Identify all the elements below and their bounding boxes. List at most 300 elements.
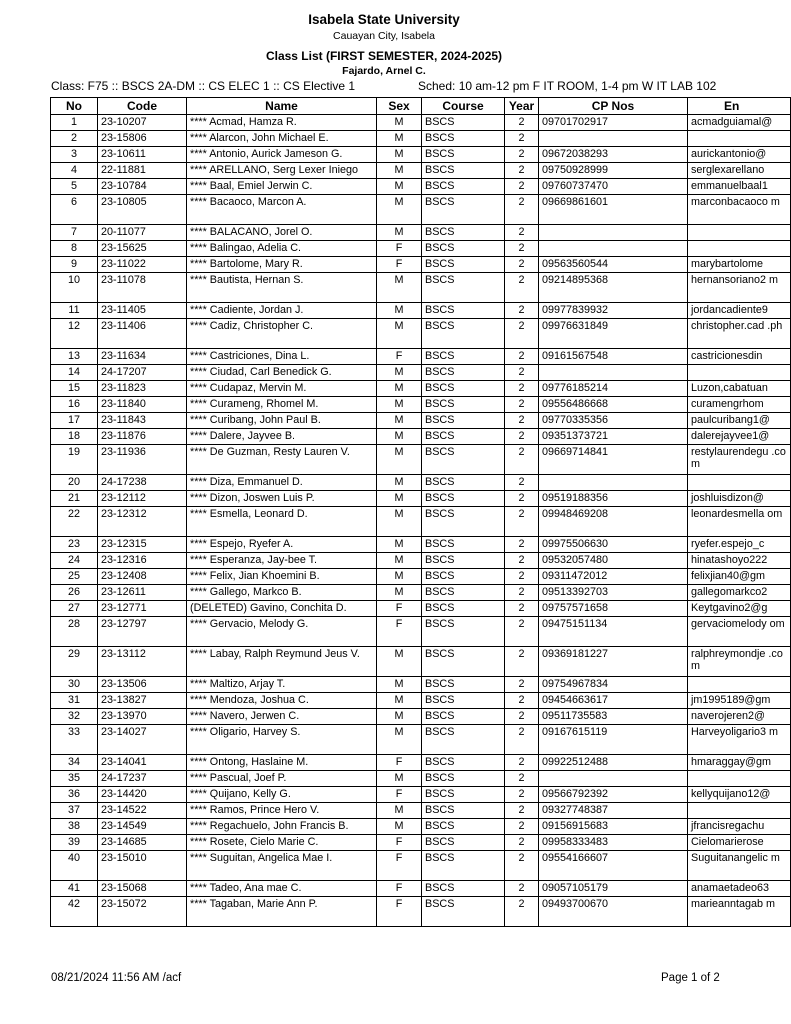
cell-email: Luzon,cabatuan	[688, 381, 791, 397]
cell-email: Harveyoligario3 m	[688, 725, 791, 755]
cell-code: 23-13112	[98, 647, 187, 677]
cell-code: 23-14027	[98, 725, 187, 755]
table-row	[51, 115, 791, 131]
cell-code: 23-13827	[98, 693, 187, 709]
cell-year: 2	[505, 413, 539, 429]
cell-email: hmaraggay@gm	[688, 755, 791, 771]
cell-sex: F	[377, 881, 422, 897]
cell-no: 5	[51, 179, 98, 195]
cell-no: 40	[51, 851, 98, 881]
cell-no: 15	[51, 381, 98, 397]
cell-sex: M	[377, 319, 422, 349]
cell-sex: M	[377, 225, 422, 241]
cell-year: 2	[505, 319, 539, 349]
cell-year: 2	[505, 381, 539, 397]
cell-name: **** Dalere, Jayvee B.	[187, 429, 377, 445]
cell-code: 23-13970	[98, 709, 187, 725]
cell-code: 23-10805	[98, 195, 187, 225]
cell-name: **** Bautista, Hernan S.	[187, 273, 377, 303]
cell-code: 23-15806	[98, 131, 187, 147]
cell-year: 2	[505, 179, 539, 195]
cell-course: BSCS	[422, 365, 505, 381]
cell-course: BSCS	[422, 413, 505, 429]
cell-code: 23-12112	[98, 491, 187, 507]
cell-course: BSCS	[422, 381, 505, 397]
cell-course: BSCS	[422, 163, 505, 179]
cell-code: 23-12611	[98, 585, 187, 601]
table-row	[51, 601, 791, 617]
cell-name: **** Bacaoco, Marcon A.	[187, 195, 377, 225]
cell-name: **** Tadeo, Ana mae C.	[187, 881, 377, 897]
cell-email: marybartolome	[688, 257, 791, 273]
cell-course: BSCS	[422, 349, 505, 365]
table-row	[51, 585, 791, 601]
cell-no: 28	[51, 617, 98, 647]
cell-cp-nos: 09760737470	[539, 179, 688, 195]
table-row	[51, 365, 791, 381]
cell-year: 2	[505, 771, 539, 787]
cell-cp-nos: 09511735583	[539, 709, 688, 725]
cell-code: 23-11022	[98, 257, 187, 273]
cell-course: BSCS	[422, 147, 505, 163]
cell-course: BSCS	[422, 725, 505, 755]
cell-cp-nos: 09311472012	[539, 569, 688, 585]
table-row	[51, 257, 791, 273]
cell-cp-nos: 09976631849	[539, 319, 688, 349]
cell-sex: M	[377, 195, 422, 225]
cell-year: 2	[505, 601, 539, 617]
cell-cp-nos: 09922512488	[539, 755, 688, 771]
cell-email	[688, 771, 791, 787]
cell-name: **** De Guzman, Resty Lauren V.	[187, 445, 377, 475]
cell-course: BSCS	[422, 319, 505, 349]
table-row	[51, 195, 791, 225]
cell-cp-nos: 09351373721	[539, 429, 688, 445]
cell-email: paulcuribang1@	[688, 413, 791, 429]
cell-year: 2	[505, 273, 539, 303]
column-header-email: En	[688, 98, 791, 115]
cell-sex: M	[377, 491, 422, 507]
cell-course: BSCS	[422, 115, 505, 131]
cell-course: BSCS	[422, 475, 505, 491]
class-list-table	[50, 97, 791, 927]
cell-name: **** Tagaban, Marie Ann P.	[187, 897, 377, 927]
cell-code: 24-17238	[98, 475, 187, 491]
cell-name: **** Regachuelo, John Francis B.	[187, 819, 377, 835]
table-row	[51, 225, 791, 241]
table-row	[51, 491, 791, 507]
cell-cp-nos	[539, 131, 688, 147]
table-row	[51, 537, 791, 553]
cell-cp-nos: 09532057480	[539, 553, 688, 569]
column-header-course: Course	[422, 98, 505, 115]
cell-year: 2	[505, 709, 539, 725]
cell-year: 2	[505, 475, 539, 491]
cell-course: BSCS	[422, 553, 505, 569]
cell-sex: M	[377, 273, 422, 303]
cell-cp-nos: 09161567548	[539, 349, 688, 365]
cell-email: felixjian40@gm	[688, 569, 791, 585]
cell-course: BSCS	[422, 787, 505, 803]
cell-code: 22-11881	[98, 163, 187, 179]
cell-email: acmadguiamal@	[688, 115, 791, 131]
cell-cp-nos: 09493700670	[539, 897, 688, 927]
cell-no: 20	[51, 475, 98, 491]
cell-email	[688, 365, 791, 381]
cell-sex: M	[377, 475, 422, 491]
cell-sex: F	[377, 897, 422, 927]
instructor-name: Fajardo, Arnel C.	[342, 65, 426, 77]
cell-code: 24-17237	[98, 771, 187, 787]
cell-no: 39	[51, 835, 98, 851]
cell-name: **** Espejo, Ryefer A.	[187, 537, 377, 553]
cell-sex: M	[377, 569, 422, 585]
cell-email: ryefer.espejo_c	[688, 537, 791, 553]
cell-code: 24-17207	[98, 365, 187, 381]
table-row	[51, 429, 791, 445]
cell-course: BSCS	[422, 835, 505, 851]
cell-email: leonardesmella om	[688, 507, 791, 537]
cell-no: 25	[51, 569, 98, 585]
cell-code: 23-11405	[98, 303, 187, 319]
cell-no: 12	[51, 319, 98, 349]
cell-sex: M	[377, 819, 422, 835]
cell-sex: M	[377, 365, 422, 381]
cell-email	[688, 225, 791, 241]
cell-code: 23-11406	[98, 319, 187, 349]
cell-no: 42	[51, 897, 98, 927]
cell-no: 23	[51, 537, 98, 553]
cell-cp-nos: 09948469208	[539, 507, 688, 537]
cell-cp-nos	[539, 225, 688, 241]
cell-cp-nos: 09754967834	[539, 677, 688, 693]
cell-code: 23-12797	[98, 617, 187, 647]
column-header-code: Code	[98, 98, 187, 115]
cell-course: BSCS	[422, 225, 505, 241]
table-row	[51, 835, 791, 851]
cell-no: 9	[51, 257, 98, 273]
cell-cp-nos: 09757571658	[539, 601, 688, 617]
cell-sex: F	[377, 851, 422, 881]
cell-name: **** Esmella, Leonard D.	[187, 507, 377, 537]
cell-sex: M	[377, 413, 422, 429]
cell-code: 23-11840	[98, 397, 187, 413]
cell-cp-nos: 09519188356	[539, 491, 688, 507]
cell-email: anamaetadeo63	[688, 881, 791, 897]
cell-email: Keytgavino2@g	[688, 601, 791, 617]
cell-no: 7	[51, 225, 98, 241]
cell-code: 20-11077	[98, 225, 187, 241]
cell-name: **** Mendoza, Joshua C.	[187, 693, 377, 709]
cell-sex: F	[377, 601, 422, 617]
cell-sex: M	[377, 677, 422, 693]
cell-code: 23-14685	[98, 835, 187, 851]
cell-name: **** Diza, Emmanuel D.	[187, 475, 377, 491]
cell-name: **** Curibang, John Paul B.	[187, 413, 377, 429]
cell-year: 2	[505, 585, 539, 601]
cell-year: 2	[505, 225, 539, 241]
cell-sex: F	[377, 835, 422, 851]
cell-name: **** Ramos, Prince Hero V.	[187, 803, 377, 819]
cell-cp-nos: 09750928999	[539, 163, 688, 179]
table-row	[51, 413, 791, 429]
cell-code: 23-14041	[98, 755, 187, 771]
cell-name: **** Bartolome, Mary R.	[187, 257, 377, 273]
table-row	[51, 147, 791, 163]
column-header-name: Name	[187, 98, 377, 115]
cell-name: **** Curameng, Rhomel M.	[187, 397, 377, 413]
cell-name: **** Dizon, Joswen Luis P.	[187, 491, 377, 507]
cell-cp-nos: 09156915683	[539, 819, 688, 835]
cell-email: dalerejayvee1@	[688, 429, 791, 445]
cell-cp-nos: 09669714841	[539, 445, 688, 475]
cell-email: hinatashoyo222	[688, 553, 791, 569]
cell-sex: M	[377, 131, 422, 147]
cell-no: 1	[51, 115, 98, 131]
cell-no: 8	[51, 241, 98, 257]
cell-course: BSCS	[422, 677, 505, 693]
cell-code: 23-15625	[98, 241, 187, 257]
table-row	[51, 851, 791, 881]
cell-code: 23-14522	[98, 803, 187, 819]
cell-sex: M	[377, 179, 422, 195]
cell-year: 2	[505, 693, 539, 709]
cell-name: **** Acmad, Hamza R.	[187, 115, 377, 131]
table-row	[51, 897, 791, 927]
cell-name: **** Alarcon, John Michael E.	[187, 131, 377, 147]
cell-name: **** Maltizo, Arjay T.	[187, 677, 377, 693]
cell-no: 17	[51, 413, 98, 429]
column-header-sex: Sex	[377, 98, 422, 115]
cell-cp-nos	[539, 475, 688, 491]
cell-email: kellyquijano12@	[688, 787, 791, 803]
table-row	[51, 273, 791, 303]
cell-email: marieanntagab m	[688, 897, 791, 927]
cell-email	[688, 241, 791, 257]
cell-course: BSCS	[422, 819, 505, 835]
table-row	[51, 617, 791, 647]
cell-course: BSCS	[422, 445, 505, 475]
cell-course: BSCS	[422, 131, 505, 147]
cell-no: 27	[51, 601, 98, 617]
cell-code: 23-15010	[98, 851, 187, 881]
cell-year: 2	[505, 569, 539, 585]
cell-year: 2	[505, 647, 539, 677]
cell-email: gervaciomelody om	[688, 617, 791, 647]
university-name: Isabela State University	[308, 12, 460, 27]
cell-course: BSCS	[422, 897, 505, 927]
cell-code: 23-11876	[98, 429, 187, 445]
cell-cp-nos: 09975506630	[539, 537, 688, 553]
cell-course: BSCS	[422, 273, 505, 303]
cell-course: BSCS	[422, 709, 505, 725]
cell-sex: M	[377, 725, 422, 755]
cell-no: 41	[51, 881, 98, 897]
cell-cp-nos: 09475151134	[539, 617, 688, 647]
city-name: Cauayan City, Isabela	[333, 30, 435, 42]
cell-cp-nos: 09554166607	[539, 851, 688, 881]
cell-code: 23-10784	[98, 179, 187, 195]
cell-year: 2	[505, 553, 539, 569]
cell-email: hernansoriano2 m	[688, 273, 791, 303]
cell-cp-nos	[539, 365, 688, 381]
cell-no: 36	[51, 787, 98, 803]
cell-email: curamengrhom	[688, 397, 791, 413]
table-row	[51, 319, 791, 349]
cell-year: 2	[505, 445, 539, 475]
cell-sex: M	[377, 429, 422, 445]
cell-course: BSCS	[422, 303, 505, 319]
cell-no: 19	[51, 445, 98, 475]
cell-no: 6	[51, 195, 98, 225]
cell-course: BSCS	[422, 803, 505, 819]
cell-code: 23-14420	[98, 787, 187, 803]
table-row	[51, 677, 791, 693]
cell-course: BSCS	[422, 569, 505, 585]
cell-cp-nos: 09167615119	[539, 725, 688, 755]
cell-year: 2	[505, 303, 539, 319]
cell-no: 21	[51, 491, 98, 507]
cell-no: 30	[51, 677, 98, 693]
cell-code: 23-12316	[98, 553, 187, 569]
cell-email: marconbacaoco m	[688, 195, 791, 225]
cell-name: **** ARELLANO, Serg Lexer Iniego	[187, 163, 377, 179]
cell-code: 23-12315	[98, 537, 187, 553]
cell-name: **** Ciudad, Carl Benedick G.	[187, 365, 377, 381]
cell-course: BSCS	[422, 771, 505, 787]
cell-email: naverojeren2@	[688, 709, 791, 725]
cell-name: **** Baal, Emiel Jerwin C.	[187, 179, 377, 195]
cell-course: BSCS	[422, 179, 505, 195]
cell-code: 23-12771	[98, 601, 187, 617]
cell-email: aurickantonio@	[688, 147, 791, 163]
cell-sex: F	[377, 241, 422, 257]
cell-sex: M	[377, 445, 422, 475]
cell-year: 2	[505, 881, 539, 897]
table-row	[51, 725, 791, 755]
cell-name: (DELETED) Gavino, Conchita D.	[187, 601, 377, 617]
table-row	[51, 553, 791, 569]
cell-cp-nos: 09563560544	[539, 257, 688, 273]
cell-year: 2	[505, 163, 539, 179]
cell-code: 23-10611	[98, 147, 187, 163]
cell-year: 2	[505, 397, 539, 413]
cell-email	[688, 131, 791, 147]
cell-course: BSCS	[422, 601, 505, 617]
cell-name: **** Cadiz, Christopher C.	[187, 319, 377, 349]
cell-no: 32	[51, 709, 98, 725]
cell-cp-nos	[539, 771, 688, 787]
table-row	[51, 507, 791, 537]
cell-year: 2	[505, 819, 539, 835]
cell-sex: M	[377, 163, 422, 179]
table-row	[51, 787, 791, 803]
cell-year: 2	[505, 803, 539, 819]
cell-name: **** Cudapaz, Mervin M.	[187, 381, 377, 397]
class-list-title: Class List (FIRST SEMESTER, 2024-2025)	[265, 49, 503, 63]
cell-code: 23-11634	[98, 349, 187, 365]
cell-no: 26	[51, 585, 98, 601]
class-info: Class: F75 :: BSCS 2A-DM :: CS ELEC 1 :: CS Elective 1	[51, 79, 356, 93]
cell-sex: F	[377, 755, 422, 771]
cell-code: 23-11823	[98, 381, 187, 397]
cell-cp-nos: 09672038293	[539, 147, 688, 163]
cell-cp-nos: 09454663617	[539, 693, 688, 709]
cell-email	[688, 803, 791, 819]
cell-code: 23-14549	[98, 819, 187, 835]
table-row	[51, 693, 791, 709]
cell-year: 2	[505, 677, 539, 693]
cell-email: jfrancisregachu	[688, 819, 791, 835]
cell-cp-nos: 09770335356	[539, 413, 688, 429]
table-row	[51, 569, 791, 585]
cell-sex: F	[377, 349, 422, 365]
cell-year: 2	[505, 195, 539, 225]
cell-year: 2	[505, 115, 539, 131]
table-row	[51, 445, 791, 475]
cell-name: **** BALACANO, Jorel O.	[187, 225, 377, 241]
cell-email: emmanuelbaal1	[688, 179, 791, 195]
cell-email: restylaurendegu .com	[688, 445, 791, 475]
cell-no: 13	[51, 349, 98, 365]
cell-email	[688, 677, 791, 693]
cell-no: 37	[51, 803, 98, 819]
cell-name: **** Gervacio, Melody G.	[187, 617, 377, 647]
table-row	[51, 881, 791, 897]
cell-name: **** Ontong, Haslaine M.	[187, 755, 377, 771]
cell-no: 18	[51, 429, 98, 445]
cell-course: BSCS	[422, 617, 505, 647]
cell-course: BSCS	[422, 693, 505, 709]
cell-no: 10	[51, 273, 98, 303]
cell-cp-nos: 09369181227	[539, 647, 688, 677]
cell-no: 16	[51, 397, 98, 413]
table-row	[51, 179, 791, 195]
cell-name: **** Esperanza, Jay-bee T.	[187, 553, 377, 569]
table-row	[51, 303, 791, 319]
cell-sex: M	[377, 115, 422, 131]
cell-email: joshluisdizon@	[688, 491, 791, 507]
schedule-info: Sched: 10 am-12 pm F IT ROOM, 1-4 pm W IT LAB 102	[418, 79, 717, 93]
cell-name: **** Oligario, Harvey S.	[187, 725, 377, 755]
cell-sex: M	[377, 647, 422, 677]
cell-course: BSCS	[422, 537, 505, 553]
cell-course: BSCS	[422, 257, 505, 273]
cell-sex: F	[377, 617, 422, 647]
cell-year: 2	[505, 617, 539, 647]
cell-cp-nos: 09776185214	[539, 381, 688, 397]
cell-year: 2	[505, 537, 539, 553]
cell-no: 33	[51, 725, 98, 755]
cell-cp-nos: 09669861601	[539, 195, 688, 225]
cell-name: **** Cadiente, Jordan J.	[187, 303, 377, 319]
cell-name: **** Felix, Jian Khoemini B.	[187, 569, 377, 585]
cell-sex: M	[377, 553, 422, 569]
cell-sex: M	[377, 771, 422, 787]
cell-year: 2	[505, 851, 539, 881]
cell-name: **** Suguitan, Angelica Mae I.	[187, 851, 377, 881]
cell-sex: M	[377, 537, 422, 553]
cell-email: Suguitanangelic m	[688, 851, 791, 881]
cell-year: 2	[505, 897, 539, 927]
cell-no: 2	[51, 131, 98, 147]
cell-no: 11	[51, 303, 98, 319]
cell-email: gallegomarkco2	[688, 585, 791, 601]
cell-email: Cielomarierose	[688, 835, 791, 851]
cell-course: BSCS	[422, 491, 505, 507]
cell-course: BSCS	[422, 647, 505, 677]
cell-email: serglexarellano	[688, 163, 791, 179]
